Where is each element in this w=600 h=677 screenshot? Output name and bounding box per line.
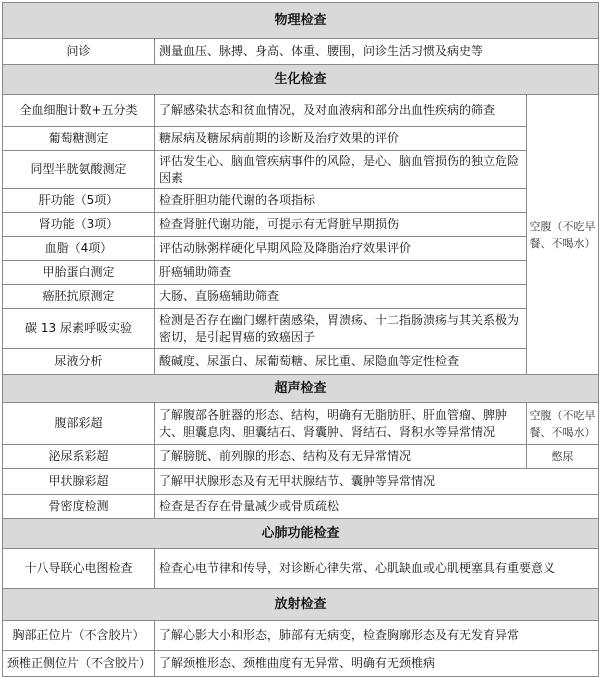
section-header-biochemistry: 生化检查 [3,65,599,95]
item-description: 了解感染状态和贫血情况，及对血液病和部分出血性疾病的筛查 [155,95,527,127]
health-exam-table [2,2,599,677]
item-name: 肝功能（5项） [3,189,155,213]
item-name: 尿液分析 [3,349,155,375]
hold-urine-note: 憋尿 [527,445,599,469]
section-header-ultrasound: 超声检查 [3,375,599,403]
item-description: 肝癌辅助筛查 [155,261,527,285]
item-name: 颈椎正侧位片（不含胶片） [3,651,155,677]
section-header-cardiopulmonary: 心肺功能检查 [3,519,599,549]
item-name: 甲胎蛋白测定 [3,261,155,285]
item-name: 胸部正位片（不含胶片） [3,621,155,651]
section-header-physical: 物理检查 [3,3,599,39]
item-description: 测量血压、脉搏、身高、体重、腰围，问诊生活习惯及病史等 [155,39,599,65]
item-name: 泌尿系彩超 [3,445,155,469]
item-description: 检查心电节律和传导，对诊断心律失常、心肌缺血或心肌梗塞具有重要意义 [155,549,599,589]
item-name: 全血细胞计数+五分类 [3,95,155,127]
item-description: 了解颈椎形态、颈椎曲度有无异常、明确有无颈椎病 [155,651,599,677]
item-name: 同型半胱氨酸测定 [3,151,155,189]
item-name: 肾功能（3项） [3,213,155,237]
fasting-note: 空腹（不吃早餐、不喝水） [527,403,599,445]
item-name: 骨密度检测 [3,495,155,519]
item-name: 甲状腺彩超 [3,469,155,495]
item-description: 评估动脉粥样硬化早期风险及降脂治疗效果评价 [155,237,527,261]
item-name: 血脂（4项） [3,237,155,261]
item-description: 了解甲状腺形态及有无甲状腺结节、囊肿等异常情况 [155,469,599,495]
section-header-radiology: 放射检查 [3,589,599,621]
item-description: 了解心影大小和形态，肺部有无病变，检查胸廓形态及有无发育异常 [155,621,599,651]
item-name: 葡萄糖测定 [3,127,155,151]
item-description: 评估发生心、脑血管疾病事件的风险，是心、脑血管损伤的独立危险因素 [155,151,527,189]
item-name: 碳 13 尿素呼吸实验 [3,309,155,349]
item-description: 了解腹部各脏器的形态、结构，明确有无脂肪肝、肝血管瘤、脾肿大、胆囊息肉、胆囊结石、肾囊肿、肾结石、肾积水等异常情况 [155,403,527,445]
item-description: 检测是否存在幽门螺杆菌感染，胃溃疡、十二指肠溃疡与其关系极为密切，是引起胃癌的致癌因子 [155,309,527,349]
exam-table-container [2,2,598,670]
item-description: 检查肾脏代谢功能，可提示有无肾脏早期损伤 [155,213,527,237]
item-description: 大肠、直肠癌辅助筛查 [155,285,527,309]
item-description: 了解膀胱、前列腺的形态、结构及有无异常情况 [155,445,527,469]
item-description: 糖尿病及糖尿病前期的诊断及治疗效果的评价 [155,127,527,151]
item-name: 问诊 [3,39,155,65]
item-description: 检查是否存在骨量减少或骨质疏松 [155,495,599,519]
item-name: 十八导联心电图检查 [3,549,155,589]
fasting-note: 空腹（不吃早餐、不喝水） [527,95,599,375]
item-name: 癌胚抗原测定 [3,285,155,309]
item-name: 腹部彩超 [3,403,155,445]
item-description: 酸碱度、尿蛋白、尿葡萄糖、尿比重、尿隐血等定性检查 [155,349,527,375]
item-description: 检查肝胆功能代谢的各项指标 [155,189,527,213]
